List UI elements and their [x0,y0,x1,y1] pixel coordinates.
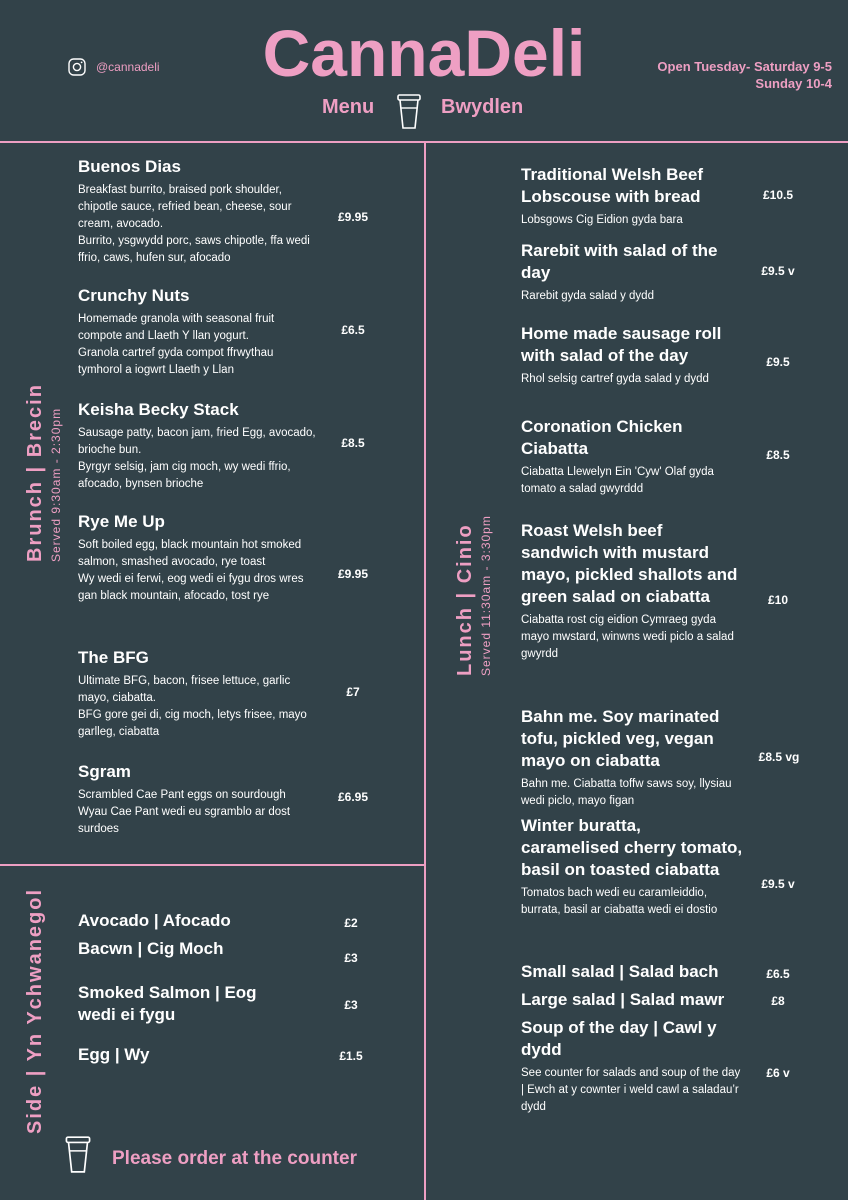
item-price: £7 [346,685,360,699]
coffee-cup-icon [64,1134,92,1174]
item-name: Sgram [78,762,131,781]
side-item-name: Bacwn | Cig Moch [78,939,224,958]
opening-hours [657,58,832,92]
item-name: Bahn me. Soy marinated tofu, pickled veg, vegan mayo on ciabatta [521,707,720,770]
item-price: £9.5 v [761,264,795,278]
item-name: Coronation Chicken Ciabatta [521,417,683,458]
item-price: £9.5 [766,355,790,369]
item-name: Winter buratta, caramelised cherry tomato, basil on toasted ciabatta [521,816,743,879]
hours-sunday: Sunday 10-4 [755,76,832,91]
menu-title-en: Menu [322,96,375,118]
item-description: Homemade granola with seasonal fruit compote and Llaeth Y llan yogurt. Granola cartref gyda compot ffrwythau tymhorol a iogwrt Llaeth y Llan [78,313,275,376]
instagram-handle: @cannadeli [96,60,160,74]
coffee-cup-icon [396,92,422,130]
item-name: Home made sausage roll with salad of the day [521,324,722,365]
lunch-item [521,815,743,919]
brunch-item [78,285,318,379]
item-description: Scrambled Cae Pant eggs on sourdough Wyau Cae Pant wedi eu sgramblo ar dost surdoes [78,789,291,835]
item-name: Roast Welsh beef sandwich with mustard mayo, pickled shallots and green salad on ciabatta [521,521,738,606]
menu-header [0,0,848,142]
item-description: Ciabatta Llewelyn Ein 'Cyw' Olaf gyda tomato a salad gwyrddd [521,466,714,495]
item-name: Crunchy Nuts [78,286,190,305]
item-description: Tomatos bach wedi eu caramleiddio, burrata, basil ar ciabatta wedi ei dostio [521,887,718,916]
item-name: Large salad | Salad mawr [521,990,725,1009]
item-name: Buenos Dias [78,157,181,176]
item-name: Rye Me Up [78,512,165,531]
side-item-name: Egg | Wy [78,1045,150,1064]
item-price: £6.5 [341,323,365,337]
item-description: Breakfast burrito, braised pork shoulder, chipotle sauce, refried bean, cheese, sour cream, avocado. Burrito, ysgwydd porc, saws chipotle, ffa wedi ffrio, caws, hufen sur, afocado [78,184,310,264]
item-name: Rarebit with salad of the day [521,241,718,282]
lunch-item [521,1017,743,1116]
item-price: £10.5 [762,188,794,202]
item-price: £9.95 [337,567,369,581]
lunch-item [521,961,743,983]
item-name: Keisha Becky Stack [78,400,239,419]
item-name: Small salad | Salad bach [521,962,719,981]
brunch-section-title: Brunch | Brecin [24,383,46,562]
item-price: £6.95 [337,790,369,804]
side-item-price: £3 [344,998,358,1012]
item-price: £9.5 v [761,877,795,891]
lunch-item [521,520,743,663]
sides-section-title: Side | Yn Ychwanegol [24,887,46,1134]
lunch-section-title: Lunch | Cinio [454,523,476,676]
brunch-item [78,511,318,605]
lunch-item [521,240,743,305]
lunch-item [521,416,743,498]
item-description: Rhol selsig cartref gyda salad y dydd [521,373,709,385]
lunch-section-label [454,515,493,676]
lunch-item [521,323,743,388]
side-item-price: £3 [344,951,358,965]
item-price: £10 [767,593,789,607]
item-description: Rarebit gyda salad y dydd [521,290,654,302]
sides-section-label [24,888,47,1134]
item-price: £8.5 [341,436,365,450]
order-at-counter-note: Please order at the counter [112,1148,357,1169]
side-item-price: £1.5 [339,1049,363,1063]
column-divider [424,141,426,1200]
brunch-served-time: Served 9:30am - 2:30pm [49,407,63,562]
brand-logo-text: CannaDeli [262,16,586,90]
brunch-section-label [24,383,63,562]
hours-weekday: Open Tuesday- Saturday 9-5 [657,59,832,74]
brunch-item [78,647,318,741]
item-price: £6.5 [766,967,790,981]
brunch-sides-divider [0,864,425,866]
item-description: Lobsgows Cig Eidion gyda bara [521,214,683,226]
side-item-name: Smoked Salmon | Eog wedi ei fygu [78,983,257,1024]
item-name: Soup of the day | Cawl y dydd [521,1018,717,1059]
item-description: Soft boiled egg, black mountain hot smoked salmon, smashed avocado, rye toast Wy wedi ei ferwi, eog wedi ei fygu dros wres gan black mountain, afocado, tost rye [78,539,304,602]
item-description: Bahn me. Ciabatta toffw saws soy, llysiau wedi piclo, mayo figan [521,778,732,807]
menu-title-cy: Bwydlen [441,96,524,118]
item-description: See counter for salads and soup of the day | Ewch at y cownter i weld cawl a saladau’r dydd [521,1067,741,1113]
item-price: £8.5 vg [758,750,800,764]
item-price: £8.5 [766,448,790,462]
item-name: The BFG [78,648,149,667]
lunch-served-time: Served 11:30am - 3:30pm [479,515,493,676]
item-name: Traditional Welsh Beef Lobscouse with bread [521,165,704,206]
item-description: Ultimate BFG, bacon, frisee lettuce, garlic mayo, ciabatta. BFG gore gei di, cig moch, letys frisee, mayo garlleg, ciabatta [78,675,307,738]
lunch-item [521,989,743,1011]
item-description: Sausage patty, bacon jam, fried Egg, avocado, brioche bun. Byrgyr selsig, jam cig moch, wy wedi ffrio, afocado, bynsen brioche [78,427,316,490]
item-price: £8 [771,994,785,1008]
lunch-item [521,164,743,229]
brunch-item [78,399,318,493]
lunch-item [521,706,743,810]
brunch-item [78,156,318,267]
item-description: Ciabatta rost cig eidion Cymraeg gyda mayo mwstard, winwns wedi piclo a salad gwyrdd [521,614,734,660]
side-item-name: Avocado | Afocado [78,911,231,930]
brunch-item [78,761,318,838]
item-price: £6 v [766,1066,790,1080]
item-price: £9.95 [337,210,369,224]
side-item-price: £2 [344,916,358,930]
